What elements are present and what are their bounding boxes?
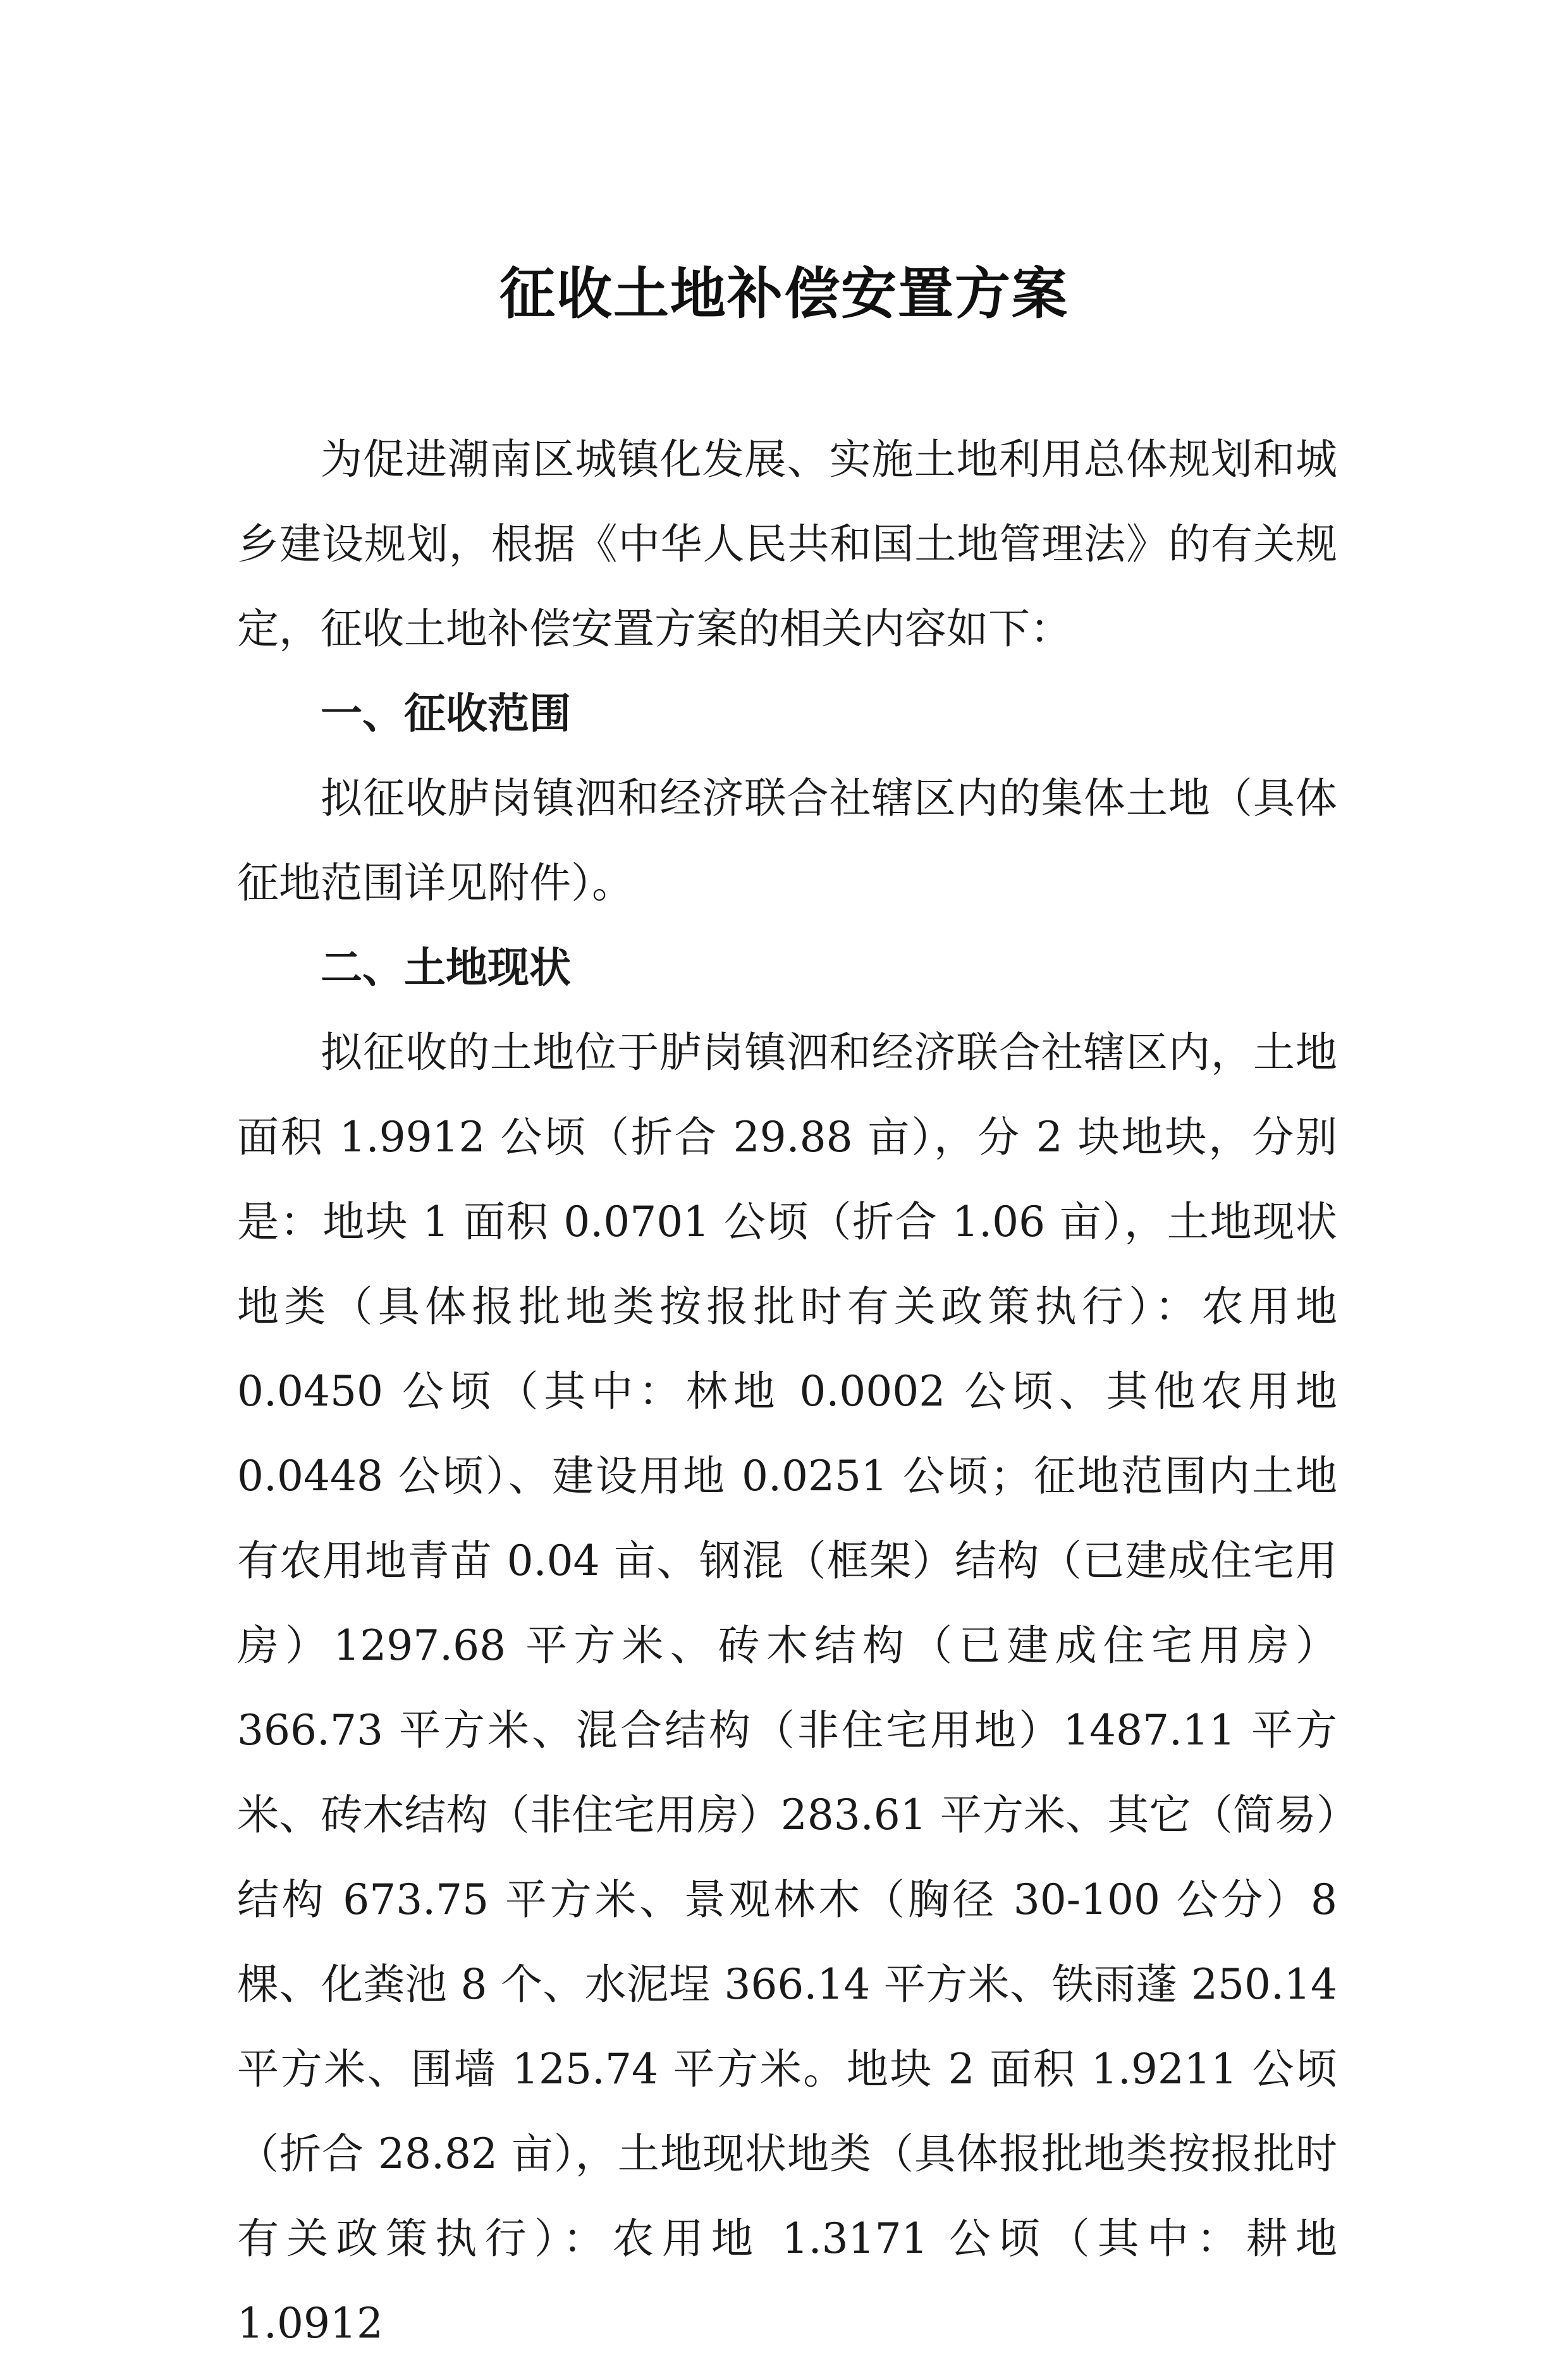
document-body	[237, 417, 1337, 2366]
intro-paragraph: 为促进潮南区城镇化发展、实施土地利用总体规划和城乡建设规划，根据《中华人民共和国土地管理法》的有关规定，征收土地补偿安置方案的相关内容如下：	[237, 435, 1337, 653]
section-heading-scope: 一、征收范围	[321, 689, 571, 738]
section-land-status-paragraph: 拟征收的土地位于胪岗镇泗和经济联合社辖区内，土地面积 1.9912 公顷（折合 29.88 亩），分 2 块地块，分别是：地块 1 面积 0.0701 公顷（折合 1.06 亩），土地现状地类（具体报批地类按报批时有关政策执行）：农用地 0.0450 公顷（其中：林地 0.0002 公顷、其他农用地 0.0448 公顷）、建设用地 0.0251 公顷；征地范围内土地有农用地青苗 0.04 亩、钢混（框架）结构（已建成住宅用房）1297.68 平方米、砖木结构（已建成住宅用房）366.73 平方米、混合结构（非住宅用地）1487.11 平方米、砖木结构（非住宅用房）283.61 平方米、其它（简易）结构 673.75 平方米、景观林木（胸径 30-100 公分）8 棵、化粪池 8 个、水泥埕 366.14 平方米、铁雨蓬 250.14 平方米、围墙 125.74 平方米。地块 2 面积 1.9211 公顷（折合 28.82 亩），土地现状地类（具体报批地类按报批时有关政策执行）：农用地 1.3171 公顷（其中：耕地 1.0912	[237, 1028, 1337, 2348]
section-scope-paragraph: 拟征收胪岗镇泗和经济联合社辖区内的集体土地（具体征地范围详见附件）。	[237, 774, 1337, 907]
document-title: 征收土地补偿安置方案	[499, 261, 1069, 326]
section-heading-land-status: 二、土地现状	[321, 943, 571, 992]
